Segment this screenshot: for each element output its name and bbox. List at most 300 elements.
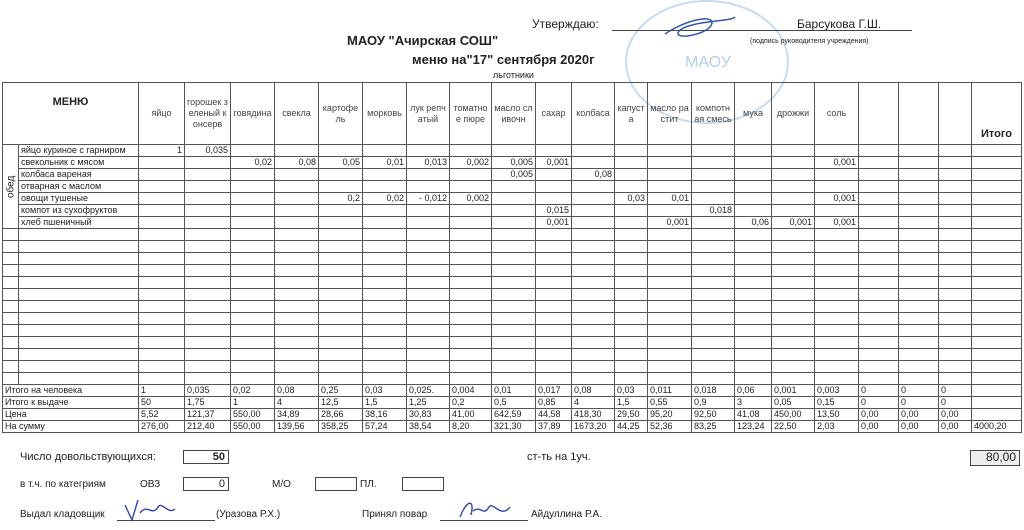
director-signature: [660, 12, 740, 42]
summary-cell: 0,018: [692, 385, 735, 397]
empty-cell: [572, 373, 615, 385]
empty-cell: [19, 289, 139, 301]
empty-cell: [3, 313, 19, 325]
summary-cell: 0,5: [492, 397, 536, 409]
empty-cell: [899, 301, 939, 313]
empty-cell: [19, 277, 139, 289]
empty-cell: [450, 289, 492, 301]
storekeeper-label: Выдал кладовщик: [20, 509, 105, 520]
empty-cell: [648, 277, 692, 289]
quantity-cell: [572, 181, 615, 193]
summary-cell: 121,37: [185, 409, 231, 421]
dish-name: овощи тушеные: [19, 193, 139, 205]
stamp-text: МАОУ: [685, 54, 731, 71]
quantity-cell: [363, 205, 407, 217]
empty-cell: [363, 241, 407, 253]
empty-cell: [735, 277, 772, 289]
empty-cell: [572, 277, 615, 289]
quantity-cell: [735, 169, 772, 181]
quantity-cell: [319, 145, 363, 157]
quantity-cell: [231, 145, 275, 157]
dish-name: компот из сухофруктов: [19, 205, 139, 217]
empty-cell: [19, 265, 139, 277]
quantity-cell: 0,01: [648, 193, 692, 205]
ingredient-header: капуста: [615, 83, 648, 145]
empty-cell: [231, 337, 275, 349]
quantity-cell: [648, 145, 692, 157]
empty-cell: [859, 241, 899, 253]
empty-cell: [407, 361, 450, 373]
empty-cell: [536, 337, 572, 349]
quantity-cell: 0,015: [536, 205, 572, 217]
empty-cell: [536, 277, 572, 289]
empty-cell: [231, 313, 275, 325]
empty-cell: [139, 337, 185, 349]
empty-cell: [615, 277, 648, 289]
total-header: Итого: [972, 83, 1022, 145]
summary-cell: 0,15: [815, 397, 859, 409]
empty-cell: [19, 301, 139, 313]
quantity-cell: [572, 217, 615, 229]
empty-cell: [615, 373, 648, 385]
empty-cell: [319, 337, 363, 349]
empty-cell: [275, 373, 319, 385]
menu-table: [2, 82, 1022, 433]
empty-cell: [407, 241, 450, 253]
empty-cell: [231, 241, 275, 253]
empty-cell: [815, 325, 859, 337]
ingredient-header: говядина: [231, 83, 275, 145]
empty-cell: [615, 313, 648, 325]
summary-cell: 0,017: [536, 385, 572, 397]
empty-cell: [185, 265, 231, 277]
summary-cell: 0,25: [319, 385, 363, 397]
empty-cell: [536, 265, 572, 277]
empty-cell: [772, 277, 815, 289]
empty-cell: [735, 349, 772, 361]
summary-cell: 0: [859, 385, 899, 397]
empty-cell: [972, 313, 1022, 325]
quantity-cell: [185, 157, 231, 169]
empty-cell: [859, 253, 899, 265]
empty-cell: [319, 349, 363, 361]
summary-cell: 95,20: [648, 409, 692, 421]
empty-cell: [772, 265, 815, 277]
empty-cell: [972, 337, 1022, 349]
empty-cell: [899, 289, 939, 301]
quantity-cell: 0,02: [231, 157, 275, 169]
quantity-cell: [185, 169, 231, 181]
empty-cell: [899, 325, 939, 337]
empty-cell: [899, 277, 939, 289]
summary-cell: 358,25: [319, 421, 363, 433]
summary-cell: 276,00: [139, 421, 185, 433]
summary-cell: 1: [139, 385, 185, 397]
empty-row: [3, 241, 1022, 253]
empty-cell: [231, 229, 275, 241]
empty-cell: [939, 349, 972, 361]
summary-cell: 418,30: [572, 409, 615, 421]
empty-cell: [185, 253, 231, 265]
ingredient-header: мука: [735, 83, 772, 145]
quantity-cell: [692, 193, 735, 205]
quantity-cell: 0,01: [363, 157, 407, 169]
summary-cell: 13,50: [815, 409, 859, 421]
empty-cell: [3, 301, 19, 313]
empty-row: [3, 349, 1022, 361]
empty-cell: [772, 349, 815, 361]
quantity-cell: [648, 157, 692, 169]
empty-cell: [615, 289, 648, 301]
empty-cell: [735, 265, 772, 277]
summary-cell: 0,00: [939, 421, 972, 433]
category-breakdown-label: в т.ч. по категриям: [20, 479, 106, 490]
empty-cell: [363, 313, 407, 325]
table-row: [3, 181, 1022, 193]
quantity-cell: [815, 169, 859, 181]
empty-cell: [692, 253, 735, 265]
empty-cell: [772, 253, 815, 265]
summary-label: На сумму: [3, 421, 139, 433]
empty-cell: [139, 229, 185, 241]
eaters-label: Число довольствующихся:: [20, 451, 156, 463]
summary-cell: 1: [231, 397, 275, 409]
empty-cell: [275, 349, 319, 361]
empty-cell: [407, 265, 450, 277]
summary-cell: 0,05: [772, 397, 815, 409]
empty-cell: [972, 361, 1022, 373]
empty-cell: [492, 373, 536, 385]
empty-cell: [275, 313, 319, 325]
summary-cell: 550,00: [231, 421, 275, 433]
empty-cell: [972, 373, 1022, 385]
empty-cell: [231, 325, 275, 337]
summary-cell: 0,85: [536, 397, 572, 409]
total-cell: [972, 217, 1022, 229]
empty-cell: [859, 229, 899, 241]
empty-cell: [319, 373, 363, 385]
quantity-cell: [772, 169, 815, 181]
empty-cell: [3, 373, 19, 385]
empty-cell: [450, 361, 492, 373]
dish-name: яйцо куриное с гарниром: [19, 145, 139, 157]
approver-caption: (подпись руководителя учреждения): [750, 38, 869, 45]
quantity-cell: [139, 193, 185, 205]
cook-signature: [455, 497, 515, 525]
empty-cell: [19, 325, 139, 337]
total-cell: [972, 169, 1022, 181]
quantity-cell: [772, 181, 815, 193]
empty-cell: [275, 265, 319, 277]
empty-cell: [275, 301, 319, 313]
empty-cell: [492, 349, 536, 361]
empty-cell: [615, 229, 648, 241]
summary-cell: 4: [572, 397, 615, 409]
cost-label: ст-ть на 1уч.: [527, 451, 591, 463]
quantity-cell: [450, 145, 492, 157]
eaters-count: 50: [183, 450, 229, 464]
summary-cell: 212,40: [185, 421, 231, 433]
empty-cell: [692, 289, 735, 301]
empty-cell: [692, 277, 735, 289]
org-title: МАОУ "Ачирская СОШ": [347, 33, 499, 48]
empty-cell: [815, 265, 859, 277]
empty-cell: [536, 289, 572, 301]
quantity-cell: 0,001: [648, 217, 692, 229]
quantity-cell: [319, 181, 363, 193]
empty-cell: [536, 229, 572, 241]
empty-cell: [859, 361, 899, 373]
empty-cell: [648, 253, 692, 265]
quantity-cell: [450, 205, 492, 217]
empty-cell: [692, 241, 735, 253]
empty-cell: [319, 361, 363, 373]
empty-cell: [939, 265, 972, 277]
ingredient-header: дрожжи: [772, 83, 815, 145]
empty-cell: [536, 361, 572, 373]
quantity-cell: 0,2: [319, 193, 363, 205]
empty-cell: [319, 289, 363, 301]
empty-cell: [735, 373, 772, 385]
summary-cell: 0,00: [859, 409, 899, 421]
summary-cell: 5,52: [139, 409, 185, 421]
empty-cell: [3, 325, 19, 337]
empty-cell: [275, 325, 319, 337]
empty-cell: [615, 253, 648, 265]
summary-cell: 0,01: [492, 385, 536, 397]
storekeeper-signature: [120, 495, 180, 525]
table-row: [3, 157, 1022, 169]
empty-cell: [772, 301, 815, 313]
summary-cell: 1,25: [407, 397, 450, 409]
quantity-cell: [572, 193, 615, 205]
empty-cell: [572, 241, 615, 253]
empty-cell: [648, 229, 692, 241]
quantity-cell: [572, 157, 615, 169]
empty-cell: [536, 301, 572, 313]
empty-cell: [572, 325, 615, 337]
empty-cell: [899, 361, 939, 373]
summary-cell: 0,03: [615, 385, 648, 397]
empty-cell: [648, 313, 692, 325]
empty-cell: [19, 337, 139, 349]
empty-cell: [859, 265, 899, 277]
quantity-cell: 0,005: [492, 169, 536, 181]
summary-cell: 0,03: [363, 385, 407, 397]
summary-cell: 38,16: [363, 409, 407, 421]
empty-cell: [648, 373, 692, 385]
quantity-cell: 0,001: [536, 157, 572, 169]
ovz-label: ОВЗ: [140, 479, 161, 490]
empty-cell: [972, 301, 1022, 313]
empty-cell: [3, 337, 19, 349]
empty-cell: [815, 241, 859, 253]
summary-cell: 123,24: [735, 421, 772, 433]
quantity-cell: [939, 217, 972, 229]
dish-name: свекольник с мясом: [19, 157, 139, 169]
empty-cell: [185, 313, 231, 325]
empty-cell: [536, 349, 572, 361]
quantity-cell: 0,06: [735, 217, 772, 229]
quantity-cell: [536, 169, 572, 181]
empty-cell: [735, 229, 772, 241]
summary-cell: 1673,20: [572, 421, 615, 433]
empty-cell: [692, 337, 735, 349]
empty-cell: [972, 265, 1022, 277]
quantity-cell: [735, 181, 772, 193]
empty-cell: [939, 361, 972, 373]
empty-cell: [275, 229, 319, 241]
summary-cell: 0,55: [648, 397, 692, 409]
ingredient-header: колбаса: [572, 83, 615, 145]
quantity-cell: [735, 145, 772, 157]
empty-cell: [450, 373, 492, 385]
summary-cell: 0: [899, 397, 939, 409]
summary-cell: 0,035: [185, 385, 231, 397]
quantity-cell: [615, 145, 648, 157]
empty-cell: [19, 361, 139, 373]
quantity-cell: [939, 169, 972, 181]
empty-cell: [859, 277, 899, 289]
quantity-cell: [139, 157, 185, 169]
pl-count: [402, 477, 444, 491]
empty-cell: [899, 229, 939, 241]
empty-cell: [572, 301, 615, 313]
summary-cell: 1,5: [615, 397, 648, 409]
quantity-cell: [275, 217, 319, 229]
quantity-cell: [231, 205, 275, 217]
quantity-cell: [275, 181, 319, 193]
empty-cell: [939, 301, 972, 313]
empty-cell: [363, 349, 407, 361]
summary-cell: 0,004: [450, 385, 492, 397]
empty-cell: [859, 373, 899, 385]
empty-cell: [363, 361, 407, 373]
empty-cell: [648, 325, 692, 337]
quantity-cell: [615, 217, 648, 229]
empty-cell: [139, 349, 185, 361]
quantity-cell: 1: [139, 145, 185, 157]
table-row: [3, 217, 1022, 229]
ingredient-header: сахар: [536, 83, 572, 145]
empty-cell: [772, 373, 815, 385]
total-cell: [972, 205, 1022, 217]
quantity-cell: 0,001: [815, 157, 859, 169]
summary-cell: 44,25: [615, 421, 648, 433]
empty-cell: [735, 289, 772, 301]
quantity-cell: [692, 181, 735, 193]
empty-cell: [615, 349, 648, 361]
summary-cell: 0: [859, 397, 899, 409]
empty-cell: [492, 361, 536, 373]
empty-cell: [139, 301, 185, 313]
quantity-cell: [859, 193, 899, 205]
quantity-cell: [185, 193, 231, 205]
quantity-cell: 0,02: [363, 193, 407, 205]
empty-cell: [899, 373, 939, 385]
approve-label: Утверждаю:: [532, 17, 599, 31]
empty-cell: [231, 289, 275, 301]
quantity-cell: [692, 169, 735, 181]
empty-cell: [815, 277, 859, 289]
empty-cell: [615, 301, 648, 313]
quantity-cell: [363, 169, 407, 181]
quantity-cell: [492, 217, 536, 229]
quantity-cell: [492, 193, 536, 205]
approver-name: Барсукова Г.Ш.: [797, 17, 882, 31]
empty-cell: [772, 313, 815, 325]
quantity-cell: [692, 145, 735, 157]
dish-name: колбаса вареная: [19, 169, 139, 181]
empty-cell: [972, 349, 1022, 361]
empty-cell: [319, 253, 363, 265]
summary-cell: 3: [735, 397, 772, 409]
ingredient-header: томатное пюре: [450, 83, 492, 145]
ingredient-header: яйцо: [139, 83, 185, 145]
empty-cell: [972, 229, 1022, 241]
empty-row: [3, 325, 1022, 337]
empty-cell: [185, 229, 231, 241]
summary-cell: 1,75: [185, 397, 231, 409]
quantity-cell: [492, 181, 536, 193]
ingredient-header: масло сливочн: [492, 83, 536, 145]
empty-cell: [139, 253, 185, 265]
total-cell: [972, 181, 1022, 193]
empty-cell: [231, 349, 275, 361]
quantity-cell: [859, 145, 899, 157]
empty-cell: [363, 325, 407, 337]
empty-cell: [972, 325, 1022, 337]
summary-cell: 83,25: [692, 421, 735, 433]
quantity-cell: [185, 217, 231, 229]
quantity-cell: [692, 157, 735, 169]
empty-cell: [231, 253, 275, 265]
quantity-cell: 0,002: [450, 193, 492, 205]
quantity-cell: [859, 217, 899, 229]
empty-cell: [815, 313, 859, 325]
summary-cell: 450,00: [772, 409, 815, 421]
quantity-cell: - 0,012: [407, 193, 450, 205]
empty-cell: [692, 325, 735, 337]
empty-cell: [692, 313, 735, 325]
empty-cell: [407, 229, 450, 241]
empty-cell: [572, 349, 615, 361]
quantity-cell: [939, 181, 972, 193]
quantity-cell: [319, 169, 363, 181]
summary-cell: 0,08: [275, 385, 319, 397]
empty-cell: [692, 373, 735, 385]
quantity-cell: [648, 181, 692, 193]
quantity-cell: [185, 205, 231, 217]
dish-name: хлеб пшеничный: [19, 217, 139, 229]
quantity-cell: 0,001: [815, 217, 859, 229]
empty-cell: [139, 289, 185, 301]
empty-cell: [407, 289, 450, 301]
quantity-cell: [899, 169, 939, 181]
empty-cell: [735, 325, 772, 337]
empty-cell: [972, 277, 1022, 289]
summary-cell: 0: [939, 397, 972, 409]
empty-cell: [275, 361, 319, 373]
summary-cell: 0: [899, 385, 939, 397]
empty-cell: [407, 277, 450, 289]
empty-cell: [363, 229, 407, 241]
summary-cell: 1,5: [363, 397, 407, 409]
empty-cell: [939, 325, 972, 337]
empty-cell: [572, 313, 615, 325]
ingredient-header: [899, 83, 939, 145]
summary-cell: 0,025.: [407, 385, 450, 397]
